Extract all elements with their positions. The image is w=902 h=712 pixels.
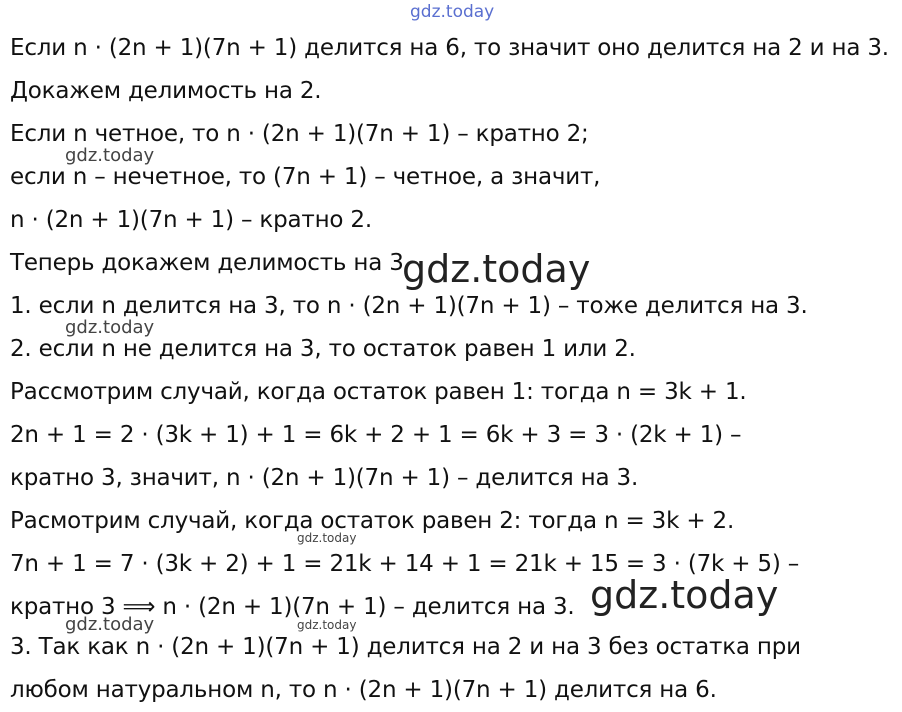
text-line-12: Расмотрим случай, когда остаток равен 2: тогда n = 3k + 2. <box>10 508 735 534</box>
text-line-1: Если n · (2n + 1)(7n + 1) делится на 6, то значит оно делится на 2 и на 3. <box>10 35 889 61</box>
text-line-8: 2. если n не делится на 3, то остаток равен 1 или 2. <box>10 336 636 362</box>
watermark-line15-small: gdz.today <box>297 618 357 632</box>
text-line-6: Теперь докажем делимость на 3 <box>10 250 404 276</box>
text-line-16: любом натуральном n, то n · (2n + 1)(7n + 1) делится на 6. <box>10 677 717 703</box>
text-line-15: 3. Так как n · (2n + 1)(7n + 1) делится на 2 и на 3 без остатка при <box>10 634 801 660</box>
text-line-14: кратно 3 ⟹ n · (2n + 1)(7n + 1) – делится на 3. <box>10 594 575 620</box>
text-line-9: Рассмотрим случай, когда остаток равен 1: тогда n = 3k + 1. <box>10 379 747 405</box>
watermark-top: gdz.today <box>410 2 495 22</box>
watermark-line12-small: gdz.today <box>297 531 357 545</box>
text-line-3: Если n четное, то n · (2n + 1)(7n + 1) – кратно 2; <box>10 121 589 147</box>
watermark-line4: gdz.today <box>65 145 155 166</box>
text-line-11: кратно 3, значит, n · (2n + 1)(7n + 1) – делится на 3. <box>10 465 639 491</box>
watermark-line14-large: gdz.today <box>590 573 779 617</box>
watermark-line6-large: gdz.today <box>402 247 591 291</box>
text-line-5: n · (2n + 1)(7n + 1) – кратно 2. <box>10 207 372 233</box>
text-line-13: 7n + 1 = 7 · (3k + 2) + 1 = 21k + 14 + 1 = 21k + 15 = 3 · (7k + 5) – <box>10 551 800 577</box>
text-line-4: если n – нечетное, то (7n + 1) – четное, а значит, <box>10 164 601 190</box>
text-line-10: 2n + 1 = 2 · (3k + 1) + 1 = 6k + 2 + 1 = 6k + 3 = 3 · (2k + 1) – <box>10 422 742 448</box>
watermark-line8: gdz.today <box>65 317 155 338</box>
watermark-line15-left: gdz.today <box>65 614 155 635</box>
text-line-7: 1. если n делится на 3, то n · (2n + 1)(7n + 1) – тоже делится на 3. <box>10 293 808 319</box>
text-line-2: Докажем делимость на 2. <box>10 78 322 104</box>
